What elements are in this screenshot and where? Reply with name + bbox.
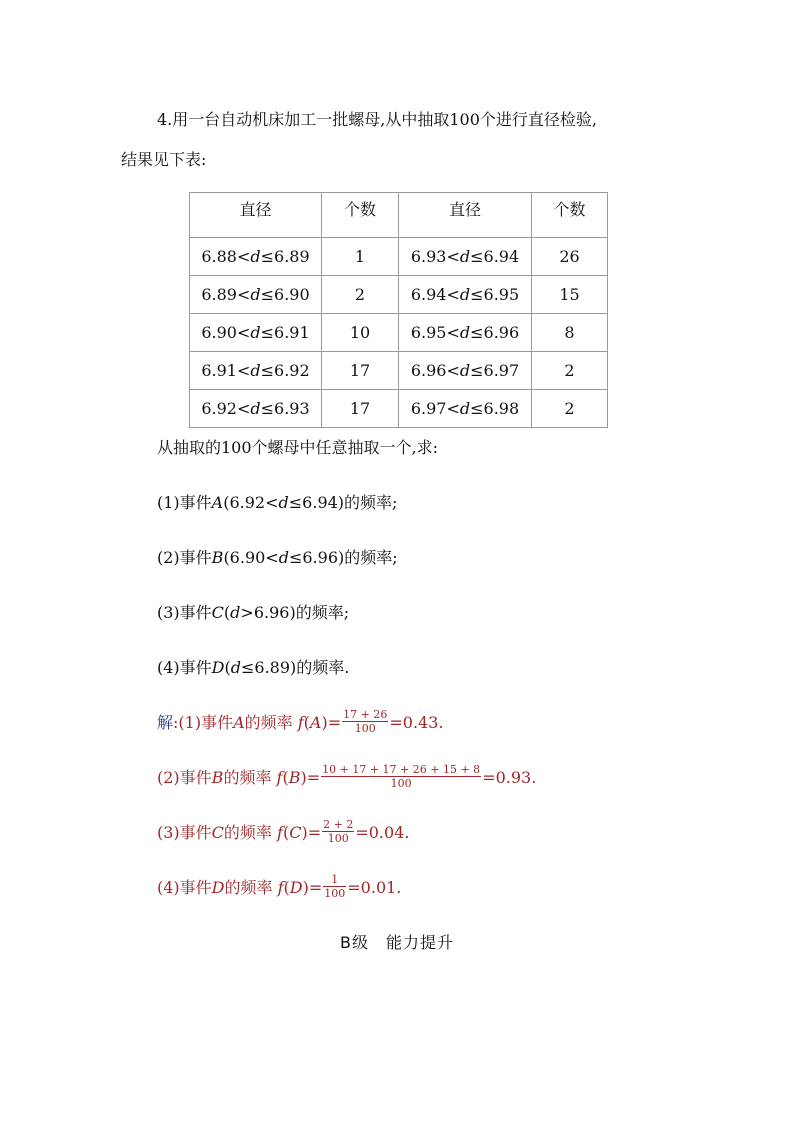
solution-4: (4)事件D的频率 f(D)= $\frac{1}{100}$ =0.01. [157,873,402,900]
diameter-table [189,192,608,428]
question-1: (1)事件A(6.92<d≤6.94)的频率; [157,493,398,512]
count-cell: 2 [532,352,608,390]
question-intro: 从抽取的100个螺母中任意抽取一个,求: [157,438,439,457]
table-row [190,238,608,276]
fraction: $\frac{10 + 17 + 17 + 26 + 15 + 8}{100}$ [322,763,481,790]
fraction: $\frac{1}{100}$ [324,873,346,900]
solution-2: (2)事件B的频率 f(B)= $\frac{10 + 17 + 17 + 26 + 15 + 8}{100}$ =0.93. [157,763,537,790]
count-cell: 8 [532,314,608,352]
range-cell: 6.89<d≤6.90 [190,276,322,314]
problem-line-2: 结果见下表: [121,150,207,169]
count-cell: 15 [532,276,608,314]
table-row [190,276,608,314]
section-title: B级 能力提升 [340,933,454,952]
count-cell: 17 [322,390,399,428]
problem-line-1: 4.用一台自动机床加工一批螺母,从中抽取100个进行直径检验, [157,110,597,129]
solution-3: (3)事件C的频率 f(C)= $\frac{2 + 2}{100}$ =0.04. [157,818,410,845]
range-cell: 6.91<d≤6.92 [190,352,322,390]
count-cell: 26 [532,238,608,276]
range-cell: 6.96<d≤6.97 [399,352,532,390]
header-diameter-2: 直径 [399,193,532,238]
solution-label: 解 [157,713,174,732]
range-cell: 6.94<d≤6.95 [399,276,532,314]
range-cell: 6.97<d≤6.98 [399,390,532,428]
fraction: $\frac{2 + 2}{100}$ [323,818,354,845]
question-2: (2)事件B(6.90<d≤6.96)的频率; [157,548,398,567]
header-diameter-1: 直径 [190,193,322,238]
table-header-row [190,193,608,238]
question-4: (4)事件D(d≤6.89)的频率. [157,658,350,677]
count-cell: 17 [322,352,399,390]
table-row [190,390,608,428]
range-cell: 6.92<d≤6.93 [190,390,322,428]
range-cell: 6.90<d≤6.91 [190,314,322,352]
question-3: (3)事件C(d>6.96)的频率; [157,603,350,622]
header-count-2: 个数 [532,193,608,238]
range-cell: 6.95<d≤6.96 [399,314,532,352]
fraction: $\frac{17 + 26}{100}$ [343,708,388,735]
table-row [190,314,608,352]
range-cell: 6.93<d≤6.94 [399,238,532,276]
solution-1: 解:(1)事件A的频率 f(A)= $\frac{17 + 26}{100}$ =0.43. [157,708,444,735]
count-cell: 1 [322,238,399,276]
range-cell: 6.88<d≤6.89 [190,238,322,276]
header-count-1: 个数 [322,193,399,238]
count-cell: 10 [322,314,399,352]
count-cell: 2 [532,390,608,428]
count-cell: 2 [322,276,399,314]
table-row [190,352,608,390]
